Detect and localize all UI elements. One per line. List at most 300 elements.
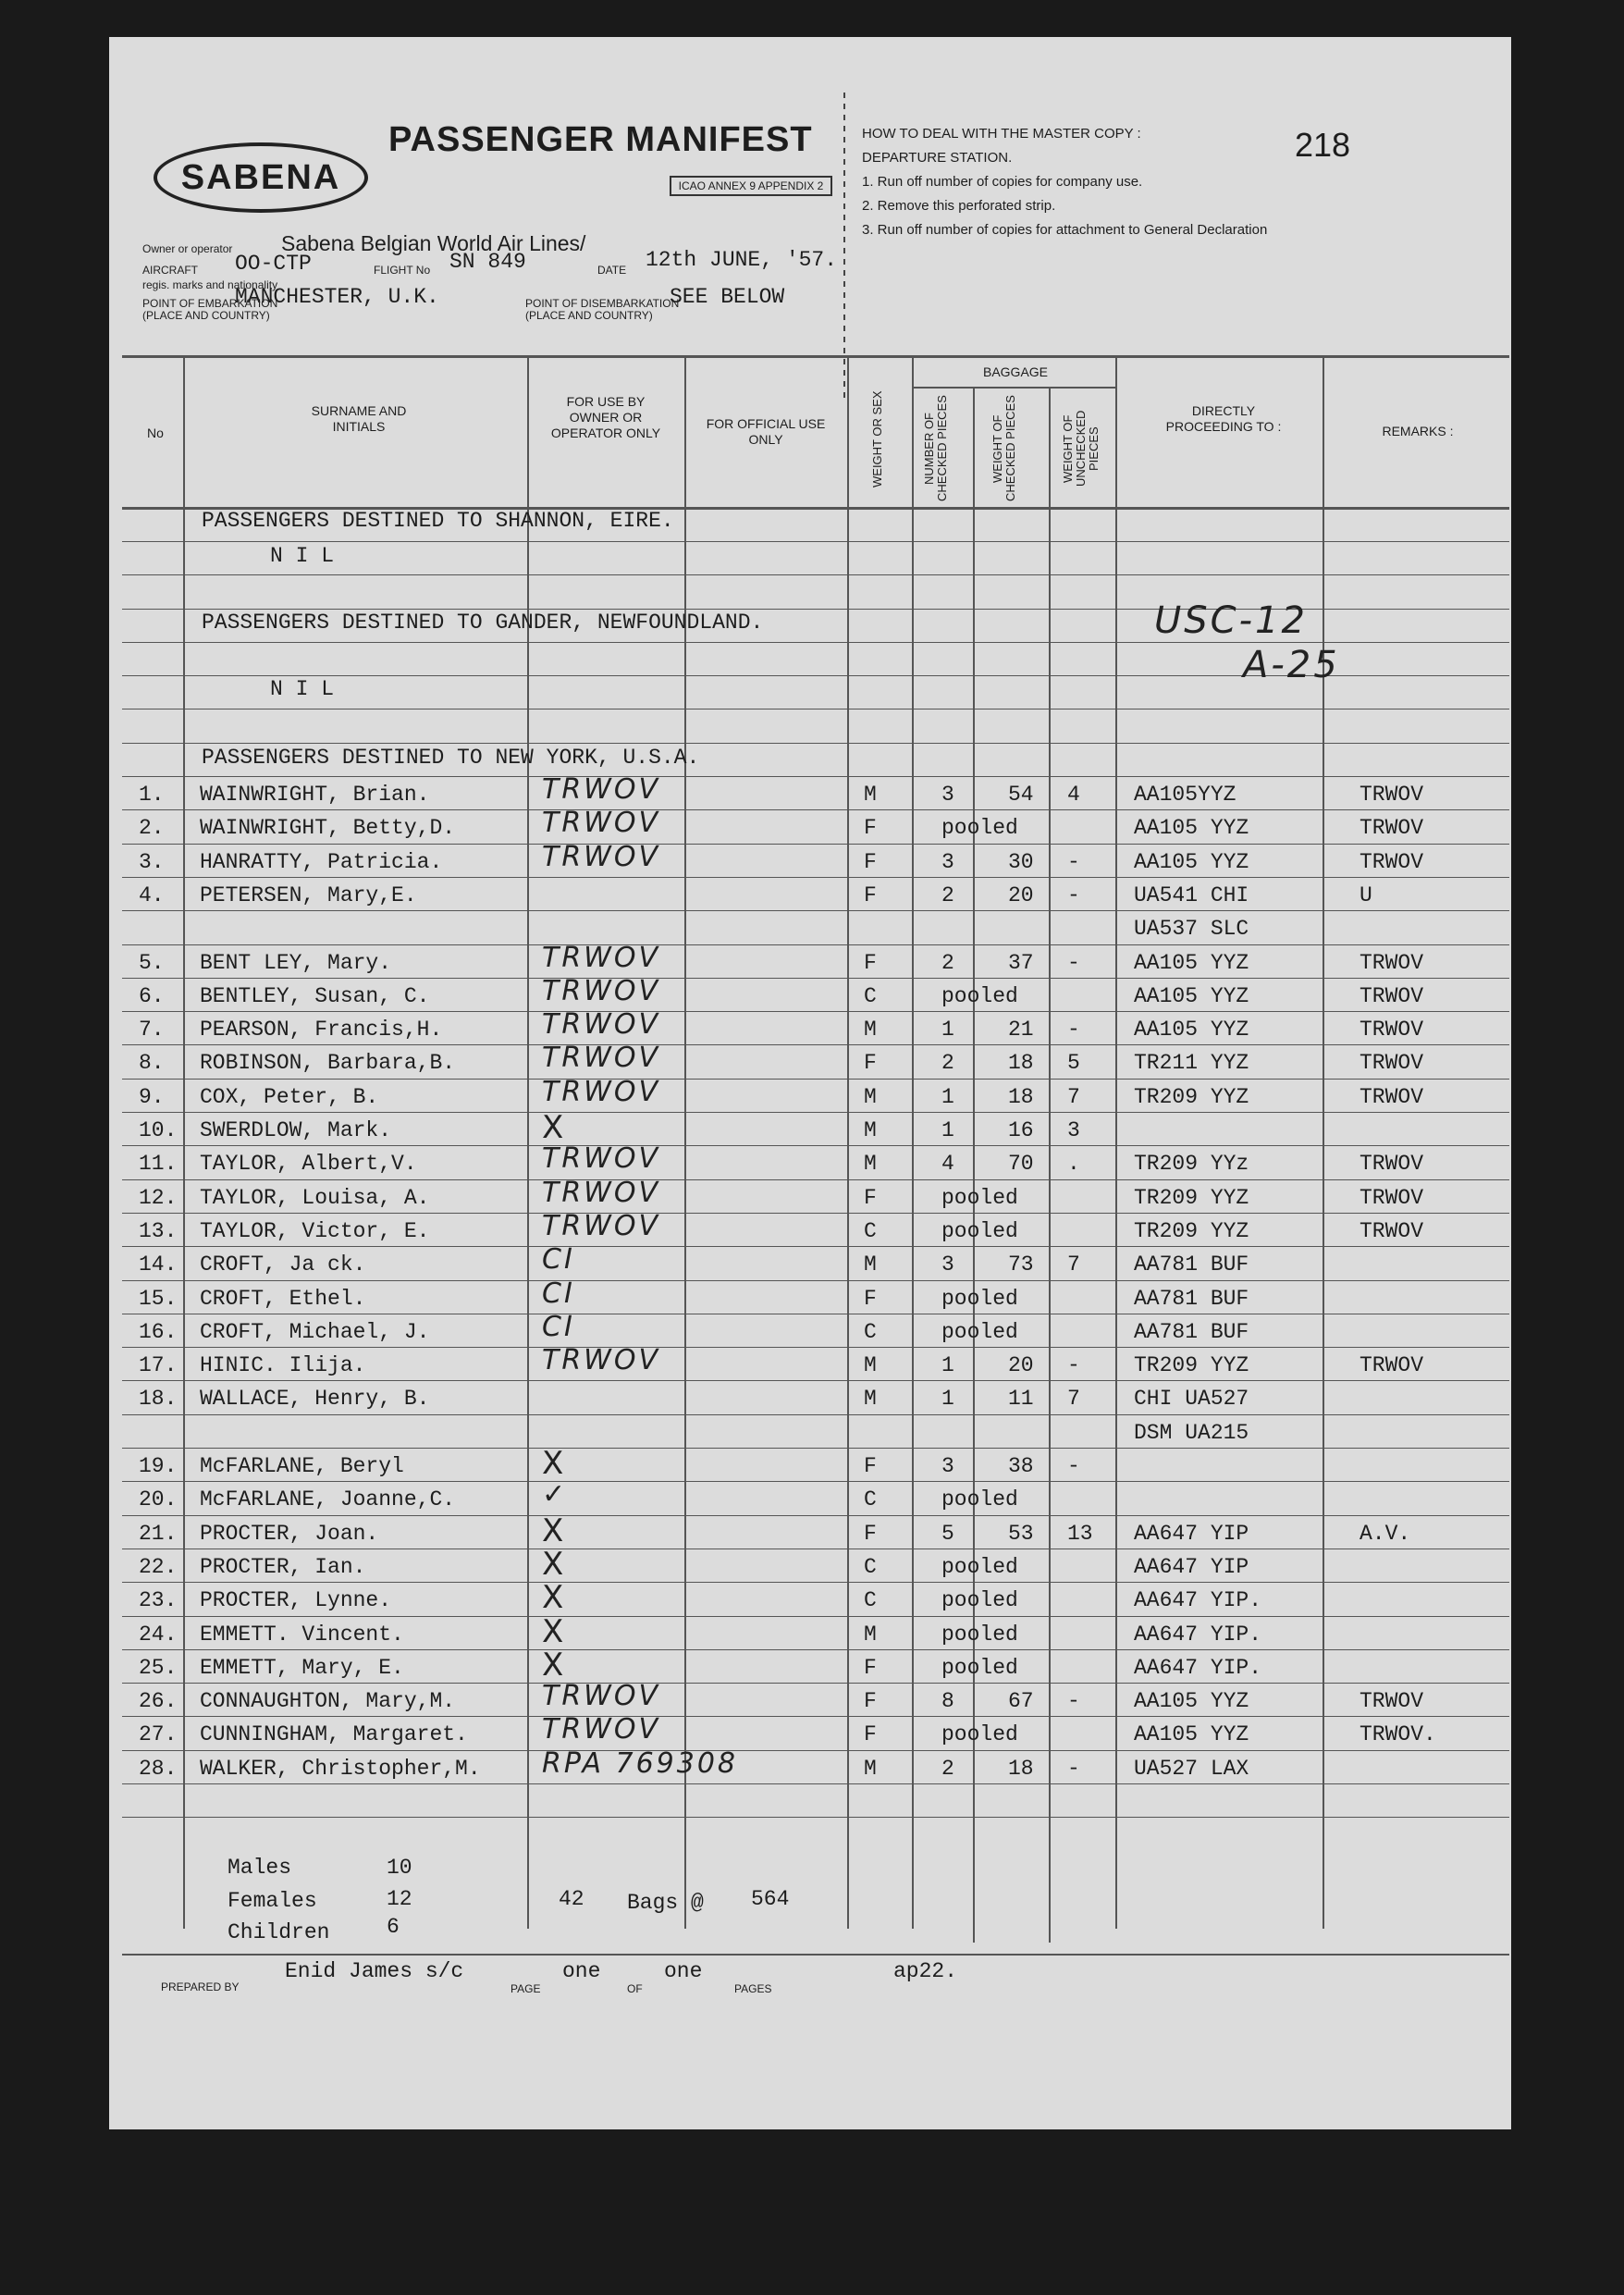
checked-pieces: 8 [941, 1689, 954, 1713]
table-row [109, 1177, 1511, 1215]
passenger-sex: F [864, 1689, 877, 1713]
destination: TR209 YYZ [1134, 1186, 1249, 1210]
passenger-sex: M [864, 1152, 877, 1176]
destination: AA781 BUF [1134, 1252, 1249, 1277]
handwritten-mark: TRWOV [542, 1210, 660, 1242]
col-remarks: REMARKS : [1382, 424, 1454, 438]
col-directly: DIRECTLY PROCEEDING TO : [1165, 403, 1282, 434]
unchecked-weight: - [1067, 1454, 1080, 1478]
disembark-label: POINT OF DISEMBARKATION (PLACE AND COUNTRY) [525, 297, 680, 322]
table-row [109, 1076, 1511, 1115]
destination: CHI UA527 [1134, 1387, 1249, 1411]
remarks: TRWOV [1359, 984, 1424, 1008]
passenger-name: CROFT, Michael, J. [200, 1320, 430, 1344]
remarks: TRWOV [1359, 1051, 1424, 1075]
passenger-sex: F [864, 1051, 877, 1075]
instruction-1: 1. Run off number of copies for company use. [862, 174, 1143, 190]
unchecked-weight: - [1067, 1018, 1080, 1042]
checked-weight: 73 [1008, 1252, 1034, 1277]
row-number: 19. [139, 1454, 178, 1478]
table-row [109, 1512, 1511, 1551]
passenger-name: BENT LEY, Mary. [200, 951, 392, 975]
row-number: 4. [139, 883, 165, 907]
passenger-sex: M [864, 1118, 877, 1142]
section-gander-nil: N I L [270, 677, 335, 701]
remarks: TRWOV [1359, 1152, 1424, 1176]
row-rule [122, 541, 1509, 542]
bags-weight: 564 [751, 1887, 790, 1911]
checked-weight: 18 [1008, 1085, 1034, 1109]
passenger-sex: F [864, 951, 877, 975]
checked-weight: 67 [1008, 1689, 1034, 1713]
handwritten-mark: TRWOV [542, 1142, 660, 1175]
table-row [109, 773, 1511, 812]
checked-pieces: 5 [941, 1522, 954, 1546]
unchecked-weight: - [1067, 951, 1080, 975]
row-number: 11. [139, 1152, 178, 1176]
instructions-sub: DEPARTURE STATION. [862, 150, 1013, 166]
checked-weight: 70 [1008, 1152, 1034, 1176]
remarks: TRWOV [1359, 816, 1424, 840]
handwritten-mark: X [542, 1546, 564, 1583]
sabena-logo [154, 142, 368, 213]
checked-pieces: 1 [941, 1018, 954, 1042]
males-label: Males [228, 1856, 292, 1880]
remarks: TRWOV [1359, 1219, 1424, 1243]
row-number: 14. [139, 1252, 178, 1277]
instruction-2: 2. Remove this perforated strip. [862, 198, 1056, 214]
unchecked-weight: - [1067, 850, 1080, 874]
table-row [109, 1042, 1511, 1080]
passenger-name: EMMETT, Mary, E. [200, 1656, 404, 1680]
table-row [109, 942, 1511, 981]
aircraft-label: AIRCRAFT [142, 264, 198, 277]
passenger-name: CROFT, Ja ck. [200, 1252, 366, 1277]
passenger-sex: F [864, 1656, 877, 1680]
checked-weight: 53 [1008, 1522, 1034, 1546]
row-number: 1. [139, 783, 165, 807]
destination: DSM UA215 [1134, 1421, 1249, 1445]
table-row [109, 807, 1511, 845]
destination: AA647 YIP. [1134, 1588, 1262, 1612]
handwritten-mark: TRWOV [542, 1042, 660, 1074]
bags-label: Bags @ [627, 1891, 704, 1915]
destination: AA105YYZ [1134, 783, 1236, 807]
row-number: 13. [139, 1219, 178, 1243]
checked-pieces: 1 [941, 1118, 954, 1142]
checked-pieces: pooled [941, 984, 1018, 1008]
of-label: OF [627, 1982, 643, 1995]
checked-pieces: 4 [941, 1152, 954, 1176]
row-rule [122, 776, 1509, 777]
passenger-name: PROCTER, Ian. [200, 1555, 366, 1579]
instruction-3: 3. Run off number of copies for attachment to General Declaration [862, 222, 1268, 238]
destination: UA537 SLC [1134, 917, 1249, 941]
passenger-name: HANRATTY, Patricia. [200, 850, 443, 874]
handwritten-mark: TRWOV [542, 1177, 660, 1209]
handwritten-mark: TRWOV [542, 1008, 660, 1041]
handwritten-mark: TRWOV [542, 1076, 660, 1108]
checked-weight: 11 [1008, 1387, 1034, 1411]
baggage-rule [912, 387, 1115, 389]
checked-weight: 54 [1008, 783, 1034, 807]
handwritten-mark: RPA 769308 [542, 1747, 739, 1780]
destination: TR209 YYZ [1134, 1353, 1249, 1377]
checked-weight: 18 [1008, 1757, 1034, 1781]
table-row [109, 1647, 1511, 1685]
row-number: 28. [139, 1757, 178, 1781]
handwritten-mark: CI [542, 1311, 575, 1343]
passenger-sex: M [864, 1085, 877, 1109]
passenger-sex: C [864, 984, 877, 1008]
remarks: A.V. [1359, 1522, 1411, 1546]
handwritten-mark: X [542, 1647, 564, 1684]
table-row [109, 1579, 1511, 1618]
unchecked-weight: - [1067, 883, 1080, 907]
passenger-sex: C [864, 1320, 877, 1344]
checked-pieces: pooled [941, 1722, 1018, 1746]
table-row [109, 913, 1511, 946]
unchecked-weight: - [1067, 1757, 1080, 1781]
destination: UA527 LAX [1134, 1757, 1249, 1781]
destination: TR209 YYz [1134, 1152, 1249, 1176]
checked-pieces: 3 [941, 1252, 954, 1277]
handwritten-mark: TRWOV [542, 807, 660, 839]
destination: AA105 YYZ [1134, 1722, 1249, 1746]
col-num-checked: NUMBER OF CHECKED PIECES [922, 395, 949, 502]
checked-weight: 16 [1008, 1118, 1034, 1142]
row-number: 23. [139, 1588, 178, 1612]
checked-weight: 30 [1008, 850, 1034, 874]
remarks: U [1359, 883, 1372, 907]
passenger-name: WAINWRIGHT, Betty,D. [200, 816, 456, 840]
passenger-sex: M [864, 783, 877, 807]
passenger-name: BENTLEY, Susan, C. [200, 984, 430, 1008]
handwritten-mark: TRWOV [542, 942, 660, 974]
row-rule [122, 1817, 1509, 1818]
table-row [109, 1445, 1511, 1484]
checked-pieces: pooled [941, 1623, 1018, 1647]
remarks: TRWOV [1359, 1353, 1424, 1377]
checked-pieces: pooled [941, 1656, 1018, 1680]
handwritten-mark: X [542, 1109, 564, 1146]
passenger-name: TAYLOR, Louisa, A. [200, 1186, 430, 1210]
footer-rule [122, 1954, 1509, 1956]
page-number: 218 [1295, 126, 1351, 164]
passenger-name: COX, Peter, B. [200, 1085, 379, 1109]
passenger-name: CROFT, Ethel. [200, 1287, 366, 1311]
checked-pieces: 1 [941, 1085, 954, 1109]
checked-pieces: pooled [941, 1320, 1018, 1344]
row-number: 8. [139, 1051, 165, 1075]
section-shannon: PASSENGERS DESTINED TO SHANNON, EIRE. [202, 509, 674, 533]
manifest-sheet [109, 37, 1511, 2129]
row-number: 15. [139, 1287, 178, 1311]
regis-label: regis. marks and nationality [142, 278, 278, 291]
passenger-name: PETERSEN, Mary,E. [200, 883, 417, 907]
passenger-sex: M [864, 1252, 877, 1277]
unchecked-weight: 5 [1067, 1051, 1080, 1075]
remarks: TRWOV [1359, 951, 1424, 975]
passenger-name: WALKER, Christopher,M. [200, 1757, 481, 1781]
table-row [109, 1109, 1511, 1148]
passenger-name: PROCTER, Joan. [200, 1522, 379, 1546]
table-row [109, 1680, 1511, 1719]
row-number: 18. [139, 1387, 178, 1411]
col-owner-use: FOR USE BY OWNER OR OPERATOR ONLY [550, 394, 661, 440]
unchecked-weight: - [1067, 1353, 1080, 1377]
table-row [109, 1383, 1511, 1416]
passenger-sex: M [864, 1387, 877, 1411]
handwritten-mark: TRWOV [542, 773, 660, 806]
passenger-sex: M [864, 1353, 877, 1377]
destination: AA647 YIP. [1134, 1656, 1262, 1680]
passenger-name: EMMETT. Vincent. [200, 1623, 404, 1647]
destination: TR209 YYZ [1134, 1085, 1249, 1109]
row-number: 20. [139, 1487, 178, 1511]
checked-pieces: 2 [941, 1757, 954, 1781]
checked-pieces: 2 [941, 883, 954, 907]
col-weight-unchecked: WEIGHT OF UNCHECKED PIECES [1061, 410, 1101, 487]
handwritten-mark: X [542, 1445, 564, 1482]
col-no: No [147, 426, 164, 440]
checked-weight: 20 [1008, 883, 1034, 907]
passenger-name: HINIC. Ilija. [200, 1353, 366, 1377]
females-label: Females [228, 1889, 317, 1913]
passenger-sex: F [864, 1186, 877, 1210]
checked-pieces: 2 [941, 951, 954, 975]
checked-weight: 21 [1008, 1018, 1034, 1042]
destination: TR209 YYZ [1134, 1219, 1249, 1243]
remarks: TRWOV [1359, 1085, 1424, 1109]
unchecked-weight: 7 [1067, 1387, 1080, 1411]
checked-pieces: pooled [941, 1186, 1018, 1210]
col-baggage: BAGGAGE [982, 364, 1049, 379]
checked-pieces: pooled [941, 1487, 1018, 1511]
checked-weight: 20 [1008, 1353, 1034, 1377]
table-row [109, 1311, 1511, 1350]
passenger-name: SWERDLOW, Mark. [200, 1118, 392, 1142]
handwritten-mark: ✓ [542, 1478, 569, 1511]
col-surname: SURNAME AND INITIALS [311, 403, 407, 434]
passenger-sex: M [864, 1623, 877, 1647]
checked-pieces: pooled [941, 816, 1018, 840]
unchecked-weight: 7 [1067, 1085, 1080, 1109]
passenger-name: CUNNINGHAM, Margaret. [200, 1722, 468, 1746]
embark-value: MANCHESTER, U.K. [235, 285, 439, 309]
handwritten-mark: CI [542, 1243, 575, 1276]
row-number: 12. [139, 1186, 178, 1210]
passenger-sex: F [864, 1454, 877, 1478]
owner-value: Sabena Belgian World Air Lines/ [281, 231, 586, 255]
remarks: TRWOV [1359, 1018, 1424, 1042]
passenger-name: TAYLOR, Victor, E. [200, 1219, 430, 1243]
row-rule [122, 743, 1509, 744]
destination: AA105 YYZ [1134, 816, 1249, 840]
row-number: 16. [139, 1320, 178, 1344]
col-official-use: FOR OFFICIAL USE ONLY [706, 416, 826, 447]
flight-label: FLIGHT No [374, 264, 431, 277]
logo-text: SABENA [180, 157, 341, 197]
unchecked-weight: 3 [1067, 1118, 1080, 1142]
destination: AA781 BUF [1134, 1320, 1249, 1344]
table-row [109, 1008, 1511, 1047]
passenger-sex: C [864, 1487, 877, 1511]
checked-pieces: 1 [941, 1353, 954, 1377]
checked-pieces: 3 [941, 783, 954, 807]
passenger-name: McFARLANE, Joanne,C. [200, 1487, 456, 1511]
males-count: 10 [387, 1856, 412, 1880]
margin-note-2: A-25 [1243, 644, 1340, 686]
row-number: 24. [139, 1623, 178, 1647]
table-row [109, 1546, 1511, 1585]
handwritten-mark: TRWOV [542, 1680, 660, 1712]
row-rule [122, 642, 1509, 643]
passenger-sex: C [864, 1219, 877, 1243]
footer-code: ap22. [893, 1959, 958, 1983]
unchecked-weight: . [1067, 1152, 1080, 1176]
row-number: 3. [139, 850, 165, 874]
checked-pieces: 2 [941, 1051, 954, 1075]
table-row [109, 1417, 1511, 1450]
passenger-sex: F [864, 1287, 877, 1311]
passenger-name: WAINWRIGHT, Brian. [200, 783, 430, 807]
unchecked-weight: 4 [1067, 783, 1080, 807]
table-row [109, 1613, 1511, 1652]
passenger-sex: C [864, 1555, 877, 1579]
table-row [109, 1142, 1511, 1181]
table-row [109, 1210, 1511, 1249]
handwritten-mark: TRWOV [542, 1344, 660, 1376]
checked-weight: 18 [1008, 1051, 1034, 1075]
table-row [109, 841, 1511, 880]
page-label: PAGE [511, 1982, 541, 1995]
table-row [109, 1277, 1511, 1316]
date-label: DATE [597, 264, 627, 277]
passenger-name: WALLACE, Henry, B. [200, 1387, 430, 1411]
passenger-sex: F [864, 850, 877, 874]
children-count: 6 [387, 1915, 400, 1939]
handwritten-mark: X [542, 1579, 564, 1616]
disembark-value: SEE BELOW [670, 285, 785, 309]
passenger-name: PROCTER, Lynne. [200, 1588, 392, 1612]
destination: AA781 BUF [1134, 1287, 1249, 1311]
passenger-name: PEARSON, Francis,H. [200, 1018, 443, 1042]
checked-pieces: 3 [941, 1454, 954, 1478]
checked-weight: 37 [1008, 951, 1034, 975]
checked-pieces: 1 [941, 1387, 954, 1411]
destination: TR211 YYZ [1134, 1051, 1249, 1075]
unchecked-weight: - [1067, 1689, 1080, 1713]
prepared-label: PREPARED BY [161, 1980, 240, 1993]
date-value: 12th JUNE, '57. [646, 248, 838, 272]
icao-box: ICAO ANNEX 9 APPENDIX 2 [670, 176, 832, 196]
col-weight-sex: WEIGHT OR SEX [870, 390, 884, 488]
col-weight-checked: WEIGHT OF CHECKED PIECES [990, 395, 1017, 502]
destination: AA105 YYZ [1134, 850, 1249, 874]
children-label: Children [228, 1920, 330, 1944]
row-number: 9. [139, 1085, 165, 1109]
table-row [109, 1747, 1511, 1786]
row-number: 22. [139, 1555, 178, 1579]
row-number: 5. [139, 951, 165, 975]
checked-pieces: pooled [941, 1588, 1018, 1612]
row-number: 6. [139, 984, 165, 1008]
unchecked-weight: 13 [1067, 1522, 1093, 1546]
section-gander: PASSENGERS DESTINED TO GANDER, NEWFOUNDLAND. [202, 611, 764, 635]
passenger-sex: F [864, 1522, 877, 1546]
table-row [109, 880, 1511, 913]
owner-label: Owner or operator [142, 242, 233, 255]
unchecked-weight: 7 [1067, 1252, 1080, 1277]
aircraft-value: OO-CTP [235, 252, 312, 276]
handwritten-mark: X [542, 1512, 564, 1549]
pages-label: PAGES [734, 1982, 772, 1995]
of-value: one [664, 1959, 703, 1983]
page-title: PASSENGER MANIFEST [388, 120, 813, 159]
females-count: 12 [387, 1887, 412, 1911]
checked-weight: 38 [1008, 1454, 1034, 1478]
instructions-title: HOW TO DEAL WITH THE MASTER COPY : [862, 126, 1141, 142]
passenger-name: TAYLOR, Albert,V. [200, 1152, 417, 1176]
row-number: 21. [139, 1522, 178, 1546]
row-number: 26. [139, 1689, 178, 1713]
prepared-value: Enid James s/c [285, 1959, 464, 1983]
passenger-sex: F [864, 883, 877, 907]
destination: UA541 CHI [1134, 883, 1249, 907]
bags-count: 42 [559, 1887, 584, 1911]
handwritten-mark: TRWOV [542, 841, 660, 873]
remarks: TRWOV [1359, 850, 1424, 874]
checked-pieces: pooled [941, 1555, 1018, 1579]
section-shannon-nil: N I L [270, 544, 335, 568]
passenger-name: CONNAUGHTON, Mary,M. [200, 1689, 456, 1713]
row-number: 10. [139, 1118, 178, 1142]
passenger-sex: M [864, 1018, 877, 1042]
checked-pieces: 3 [941, 850, 954, 874]
row-number: 25. [139, 1656, 178, 1680]
perforation-line [843, 93, 845, 398]
remarks: TRWOV [1359, 1689, 1424, 1713]
passenger-sex: M [864, 1757, 877, 1781]
flight-value: SN 849 [449, 250, 526, 274]
handwritten-mark: X [542, 1613, 564, 1650]
passenger-sex: C [864, 1588, 877, 1612]
destination: AA105 YYZ [1134, 984, 1249, 1008]
page-value: one [562, 1959, 601, 1983]
row-number: 17. [139, 1353, 178, 1377]
instructions [862, 122, 1267, 242]
row-number: 27. [139, 1722, 178, 1746]
table-row [109, 1243, 1511, 1282]
destination: AA105 YYZ [1134, 1018, 1249, 1042]
table-row [109, 975, 1511, 1014]
margin-note-1: USC-12 [1154, 599, 1308, 642]
handwritten-mark: CI [542, 1277, 575, 1310]
destination: AA647 YIP [1134, 1522, 1249, 1546]
table-row [109, 1478, 1511, 1517]
row-rule [122, 574, 1509, 575]
row-number: 2. [139, 816, 165, 840]
row-number: 7. [139, 1018, 165, 1042]
passenger-name: McFARLANE, Beryl [200, 1454, 404, 1478]
destination: AA105 YYZ [1134, 951, 1249, 975]
table-row [109, 1344, 1511, 1383]
passenger-name: ROBINSON, Barbara,B. [200, 1051, 456, 1075]
passenger-sex: F [864, 816, 877, 840]
checked-pieces: pooled [941, 1287, 1018, 1311]
destination: AA647 YIP [1134, 1555, 1249, 1579]
